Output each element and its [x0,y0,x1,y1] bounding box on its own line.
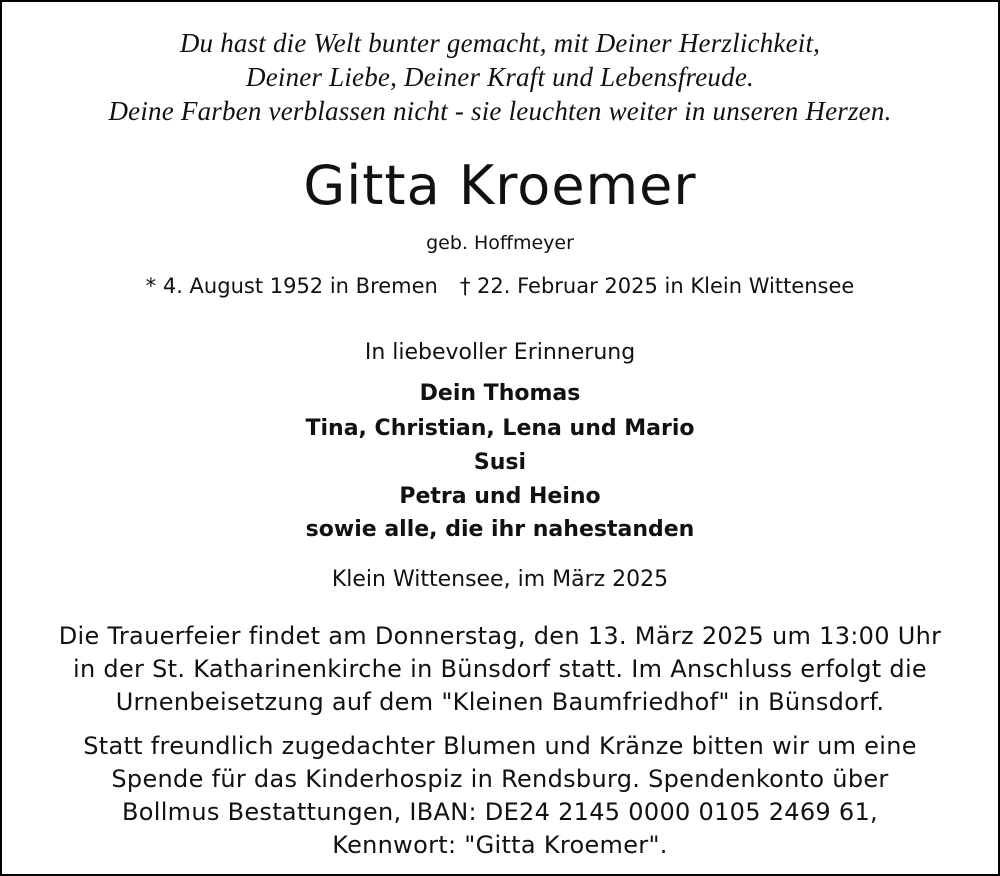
family-line-2: Tina, Christian, Lena und Mario [305,416,695,441]
family-line-1: Dein Thomas [419,381,581,406]
service-line-2: in der St. Katharinenkirche in Bünsdorf statt. Im Anschluss erfolgt die [73,655,927,683]
poem-line-3: Deine Farben verblassen nicht - sie leuchten weiter in unseren Herzen. [108,96,892,126]
donation-line-1: Statt freundlich zugedachter Blumen und Kränze bitten wir um eine [83,732,917,760]
family-line-5: sowie alle, die ihr nahestanden [305,517,695,542]
family-line-4: Petra und Heino [399,484,601,509]
service-line-1: Die Trauerfeier findet am Donnerstag, den 13. März 2025 um 13:00 Uhr [58,622,942,650]
donation-line-3: Bollmus Bestattungen, IBAN: DE24 2145 0000 0105 2469 61, [121,798,878,826]
death-date: † 22. Februar 2025 in Klein Wittensee [459,274,855,298]
donation-line-4: Kennwort: "Gitta Kroemer". [332,831,668,859]
maiden-name: geb. Hoffmeyer [426,232,574,254]
service-line-3: Urnenbeisetzung auf dem "Kleinen Baumfriedhof" in Bünsdorf. [115,688,885,716]
place-date: Klein Wittensee, im März 2025 [331,567,669,592]
family-line-3: Susi [473,450,527,475]
life-dates [2,274,998,298]
birth-date: * 4. August 1952 in Bremen [145,274,438,298]
donation-line-2: Spende für das Kinderhospiz in Rendsburg. Spendenkonto über [111,765,889,793]
deceased-name: Gitta Kroemer [303,154,697,217]
poem-line-2: Deiner Liebe, Deiner Kraft und Lebensfreude. [246,62,754,92]
poem-line-1: Du hast die Welt bunter gemacht, mit Deiner Herzlichkeit, [179,28,821,58]
memory-phrase: In liebevoller Erinnerung [364,340,636,365]
